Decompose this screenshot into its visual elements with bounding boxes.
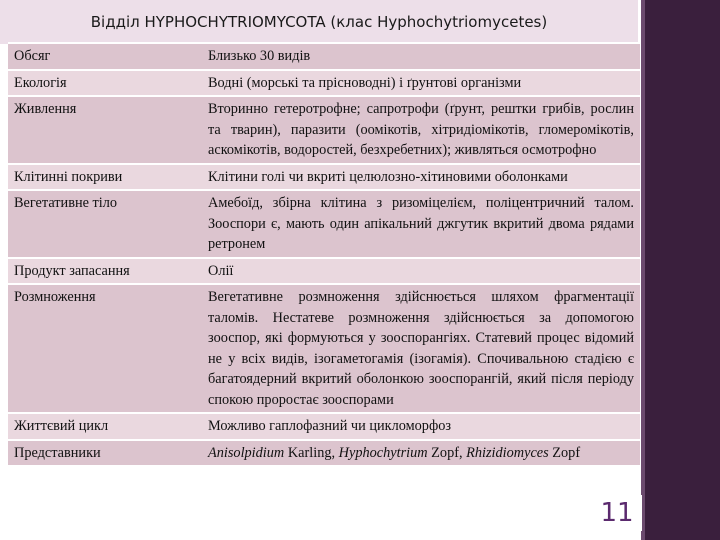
row-label: Екологія — [8, 70, 194, 97]
genus-name: Anisolpidium — [208, 444, 285, 461]
row-value: Олії — [194, 258, 640, 285]
row-value: Близько 30 видів — [194, 43, 640, 70]
row-label: Розмноження — [8, 284, 194, 413]
row-label: Живлення — [8, 96, 194, 164]
author-name: Karling, — [284, 444, 339, 461]
row-value: Водні (морські та прісноводні) і ґрунтові організми — [194, 70, 640, 97]
row-value: Амебоїд, збірна клітина з ризоміцелієм, поліцентричний талом. Зооспори є, мають один апікальний джгутик вкритий двома рядами ретронем — [194, 190, 640, 258]
table-row — [8, 43, 640, 70]
side-decoration-bar — [641, 0, 720, 540]
author-name: Zopf, — [427, 444, 467, 461]
table-row — [8, 164, 640, 191]
row-value: Вторинно гетеротрофне; сапротрофи (ґрунт, рештки грибів, рослин та тварин), паразити (оомікотів, хітридіомікотів, гломеромікотів, аскомікотів, водоростей, безхребетних); живляться осмотрофно — [194, 96, 640, 164]
row-label: Представники — [8, 440, 194, 466]
row-label: Обсяг — [8, 43, 194, 70]
row-label: Життєвий цикл — [8, 413, 194, 440]
row-label: Продукт запасання — [8, 258, 194, 285]
side-decoration-stripe — [641, 0, 645, 540]
slide-title: Відділ HYPHOCHYTRIOMYCOTA (клас Hyphochytriomycetes) — [0, 0, 638, 44]
table-row — [8, 70, 640, 97]
row-label: Клітинні покриви — [8, 164, 194, 191]
table-row — [8, 440, 640, 466]
row-value: Можливо гаплофазний чи цикломорфоз — [194, 413, 640, 440]
author-name: Zopf — [548, 444, 581, 461]
table-row — [8, 258, 640, 285]
info-table — [8, 42, 640, 465]
row-value: Вегетативне розмноження здійснюється шляхом фрагментації таломів. Нестатеве розмноження здійснюється за допомогою зооспор, які формуються у зооспорангіях. Статевий процес відомий не у всіх видів, ізогаметогамія (ізогамія). Спочивальною стадією є багатоядерний вкритий оболонкою зооспорангій, який після періоду спокою проростає зооспорами — [194, 284, 640, 413]
table-row — [8, 190, 640, 258]
table-row — [8, 96, 640, 164]
genus-name: Hyphochytrium — [338, 444, 428, 461]
page-number: 11 — [592, 495, 642, 531]
table-row — [8, 413, 640, 440]
row-label: Вегетативне тіло — [8, 190, 194, 258]
genus-name: Rhizidiomyces — [466, 444, 549, 461]
table-row — [8, 284, 640, 413]
row-value: Клітини голі чи вкриті целюлозно-хітиновими оболонками — [194, 164, 640, 191]
representatives-value — [194, 440, 640, 466]
